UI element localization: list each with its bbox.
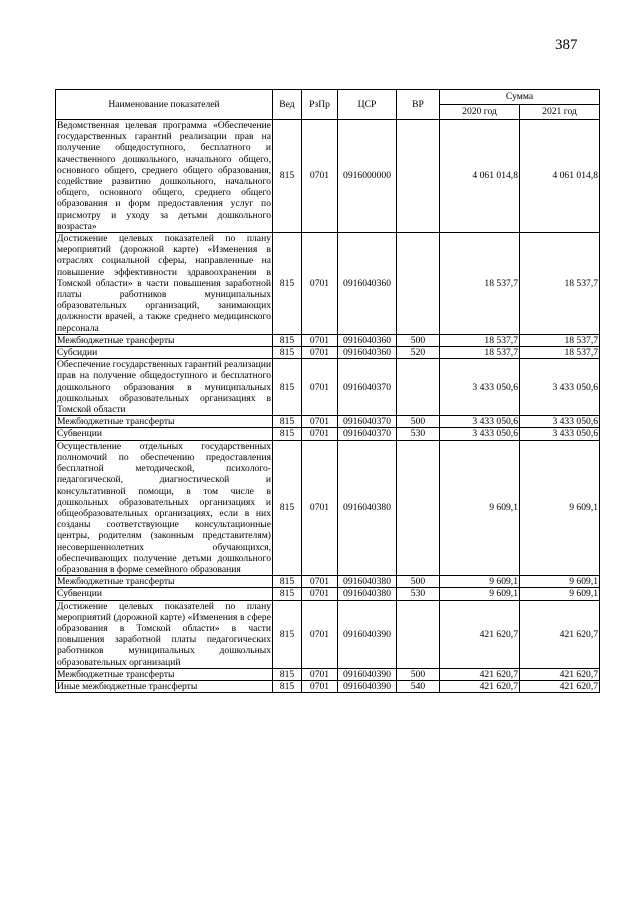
row-vr	[397, 359, 440, 416]
row-vr	[397, 233, 440, 335]
row-ved: 815	[273, 680, 302, 692]
row-csr: 0916000000	[338, 120, 397, 233]
table-row	[56, 120, 600, 233]
row-rzpr: 0701	[302, 668, 338, 680]
row-ved: 815	[273, 233, 302, 335]
row-csr: 0916040360	[338, 334, 397, 346]
row-sum-2021: 9 609,1	[520, 440, 600, 575]
row-csr: 0916040360	[338, 233, 397, 335]
row-name: Межбюджетные трансферты	[56, 334, 273, 346]
row-sum-2020: 18 537,7	[440, 233, 520, 335]
row-rzpr: 0701	[302, 680, 338, 692]
row-rzpr: 0701	[302, 233, 338, 335]
header-csr: ЦСР	[338, 90, 397, 120]
row-sum-2020: 3 433 050,6	[440, 359, 520, 416]
row-ved: 815	[273, 440, 302, 575]
row-rzpr: 0701	[302, 120, 338, 233]
row-ved: 815	[273, 588, 302, 600]
row-csr: 0916040370	[338, 359, 397, 416]
row-sum-2020: 9 609,1	[440, 440, 520, 575]
row-csr: 0916040360	[338, 347, 397, 359]
row-sum-2021: 421 620,7	[520, 680, 600, 692]
row-name: Межбюджетные трансферты	[56, 416, 273, 428]
row-vr: 500	[397, 416, 440, 428]
row-rzpr: 0701	[302, 416, 338, 428]
header-rzpr: РзПр	[302, 90, 338, 120]
row-name: Достижение целевых показателей по плану мероприятий (дорожной карте) «Изменения в сфере образования в Томской области» в части повышения заработной платы педагогических работников муниципальных дошкольных образовательных организаций	[57, 600, 271, 668]
row-rzpr: 0701	[302, 334, 338, 346]
table-body	[56, 120, 600, 693]
row-csr: 0916040380	[338, 576, 397, 588]
table-row	[56, 668, 600, 680]
row-sum-2021: 4 061 014,8	[520, 120, 600, 233]
row-rzpr: 0701	[302, 588, 338, 600]
table-row	[56, 233, 600, 335]
row-csr: 0916040370	[338, 416, 397, 428]
row-csr: 0916040390	[338, 668, 397, 680]
row-name: Иные межбюджетные трансферты	[56, 680, 273, 692]
table-row	[56, 416, 600, 428]
row-ved: 815	[273, 416, 302, 428]
row-rzpr: 0701	[302, 347, 338, 359]
row-sum-2021: 3 433 050,6	[520, 416, 600, 428]
row-name: Субвенции	[56, 588, 273, 600]
row-name: Обеспечение государственных гарантий реализации прав на получение общедоступного и бесплатного дошкольного образования в муниципальных дошкольных образовательных организациях в Томской области	[57, 359, 271, 416]
row-sum-2020: 421 620,7	[440, 680, 520, 692]
budget-table	[55, 89, 600, 693]
row-vr: 530	[397, 428, 440, 440]
header-year-2020: 2020 год	[440, 105, 520, 120]
row-ved: 815	[273, 359, 302, 416]
table-row	[56, 347, 600, 359]
row-name: Ведомственная целевая программа «Обеспечение государственных гарантий реализации прав на получение общедоступного, бесплатного и качественного дошкольного, начального общего, основного общего, среднего общего образования, содействие развитию дошкольного, начального общего, основного общего, среднего общего образования и форм предоставления услуг по присмотру и уходу за детьми дошкольного возраста»	[57, 120, 271, 232]
row-sum-2020: 421 620,7	[440, 668, 520, 680]
row-vr: 500	[397, 576, 440, 588]
row-rzpr: 0701	[302, 440, 338, 575]
row-sum-2020: 4 061 014,8	[440, 120, 520, 233]
row-csr: 0916040380	[338, 440, 397, 575]
row-rzpr: 0701	[302, 359, 338, 416]
row-ved: 815	[273, 576, 302, 588]
header-name: Наименование показателей	[56, 90, 273, 120]
row-rzpr: 0701	[302, 600, 338, 668]
row-ved: 815	[273, 600, 302, 668]
row-vr: 540	[397, 680, 440, 692]
row-vr	[397, 120, 440, 233]
row-csr: 0916040390	[338, 680, 397, 692]
row-name: Осуществление отдельных государственных полномочий по обеспечению предоставления бесплатной методической, психолого-педагогической, диагностической и консультативной помощи, в том числе в дошкольных образовательных организациях и общеобразовательных организациях, если в них созданы соответствующие консультационные центры, родителям (законным представителям) несовершеннолетних обучающихся, обеспечивающих получение детьми дошкольного образования в форме семейного образования	[57, 440, 271, 575]
row-sum-2021: 18 537,7	[520, 347, 600, 359]
row-rzpr: 0701	[302, 428, 338, 440]
row-sum-2021: 9 609,1	[520, 588, 600, 600]
header-vr: ВР	[397, 90, 440, 120]
row-ved: 815	[273, 428, 302, 440]
row-sum-2021: 3 433 050,6	[520, 428, 600, 440]
row-rzpr: 0701	[302, 576, 338, 588]
row-sum-2020: 9 609,1	[440, 588, 520, 600]
row-sum-2021: 18 537,7	[520, 233, 600, 335]
row-name: Межбюджетные трансферты	[56, 668, 273, 680]
page-number: 387	[555, 37, 578, 53]
row-sum-2021: 3 433 050,6	[520, 359, 600, 416]
row-vr: 530	[397, 588, 440, 600]
table-row	[56, 576, 600, 588]
table-row	[56, 680, 600, 692]
row-vr: 500	[397, 668, 440, 680]
row-sum-2020: 421 620,7	[440, 600, 520, 668]
row-vr: 500	[397, 334, 440, 346]
row-name: Субсидии	[56, 347, 273, 359]
row-csr: 0916040380	[338, 588, 397, 600]
row-csr: 0916040390	[338, 600, 397, 668]
row-sum-2021: 421 620,7	[520, 600, 600, 668]
row-ved: 815	[273, 668, 302, 680]
row-ved: 815	[273, 120, 302, 233]
header-sum: Сумма	[440, 90, 600, 105]
table-row	[56, 428, 600, 440]
row-name: Межбюджетные трансферты	[56, 576, 273, 588]
row-sum-2021: 9 609,1	[520, 576, 600, 588]
row-sum-2021: 18 537,7	[520, 334, 600, 346]
table-row	[56, 588, 600, 600]
header-year-2021: 2021 год	[520, 105, 600, 120]
row-vr	[397, 600, 440, 668]
row-ved: 815	[273, 347, 302, 359]
row-sum-2020: 18 537,7	[440, 334, 520, 346]
table-row	[56, 600, 600, 668]
row-sum-2020: 3 433 050,6	[440, 416, 520, 428]
table-row	[56, 334, 600, 346]
row-vr	[397, 440, 440, 575]
row-name: Достижение целевых показателей по плану мероприятий (дорожной карте) «Изменения в отраслях социальной сферы, направленные на повышение эффективности здравоохранения в Томской области» в части повышения заработной платы работников муниципальных образовательных организаций, занимающих должности врачей, а также среднего медицинского персонала	[57, 233, 271, 334]
row-csr: 0916040370	[338, 428, 397, 440]
row-sum-2020: 9 609,1	[440, 576, 520, 588]
header-ved: Вед	[273, 90, 302, 120]
header-row	[56, 90, 600, 105]
table-row	[56, 359, 600, 416]
row-sum-2020: 3 433 050,6	[440, 428, 520, 440]
row-name: Субвенции	[56, 428, 273, 440]
table-row	[56, 440, 600, 575]
row-ved: 815	[273, 334, 302, 346]
row-sum-2021: 421 620,7	[520, 668, 600, 680]
row-vr: 520	[397, 347, 440, 359]
row-sum-2020: 18 537,7	[440, 347, 520, 359]
